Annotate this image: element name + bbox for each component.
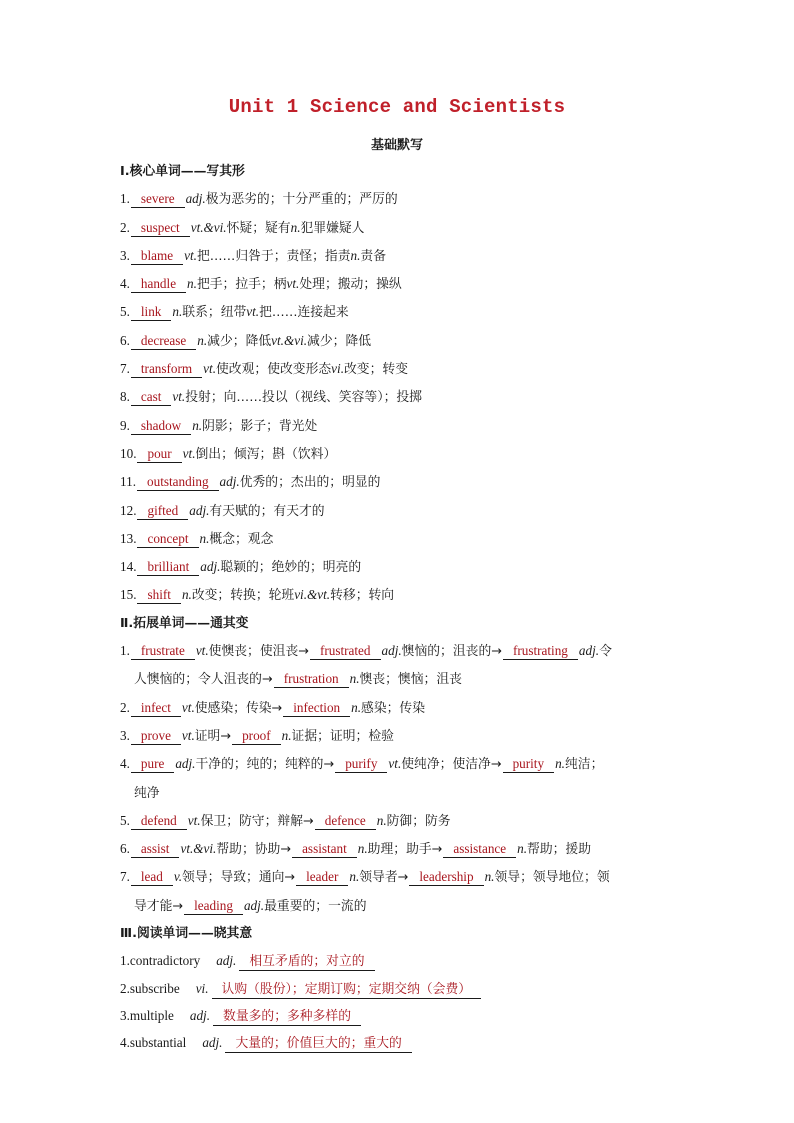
item-number: 3. xyxy=(120,727,130,743)
part-of-speech: adj. xyxy=(202,1035,223,1051)
definition: 聪颖的；绝妙的；明亮的 xyxy=(220,560,362,576)
list-item xyxy=(120,863,680,891)
definition: 纯净 xyxy=(134,785,160,801)
part-of-speech: adj. xyxy=(578,643,600,659)
definition: 倒出；倾泻；斟（饮料） xyxy=(195,446,337,462)
list-item xyxy=(120,270,680,298)
list-item xyxy=(120,581,680,609)
answer-blank: pour xyxy=(137,446,181,463)
item-number: 11. xyxy=(120,474,136,490)
definition: 改变；转换；轮班 xyxy=(191,588,295,604)
part-of-speech: vt. xyxy=(181,699,195,715)
definition: 极为恶劣的；十分严重的；严厉的 xyxy=(205,192,398,208)
core-words-list xyxy=(120,185,680,609)
part-of-speech: adj. xyxy=(381,643,402,659)
list-item xyxy=(120,637,680,665)
item-number: 13. xyxy=(120,530,137,546)
part-of-speech: adj. xyxy=(189,502,210,518)
answer-blank: leader xyxy=(296,869,348,886)
answer-blank: leading xyxy=(184,898,243,915)
list-item xyxy=(120,694,680,722)
answer-blank: shadow xyxy=(131,418,191,435)
definition: 纯洁； xyxy=(564,757,604,773)
item-number: 7. xyxy=(120,361,130,377)
part-of-speech: v. xyxy=(173,869,183,885)
page-subtitle: 基础默写 xyxy=(370,138,423,153)
answer-blank: infection xyxy=(283,700,350,717)
word: contradictory xyxy=(129,953,201,969)
answer-blank: assist xyxy=(131,841,180,858)
part-of-speech: vt. xyxy=(182,445,196,461)
item-number: 2. xyxy=(120,219,130,235)
item-number: 12. xyxy=(120,502,137,518)
part-of-speech: n. xyxy=(192,417,203,433)
part-of-speech: n. xyxy=(555,756,565,772)
definition: 把手；拉手；柄 xyxy=(196,277,287,293)
answer-blank: defence xyxy=(315,813,376,830)
definition: 干净的；纯的；纯粹的→ xyxy=(195,757,335,773)
answer-blank: cast xyxy=(131,389,172,406)
word: substantial xyxy=(129,1035,187,1051)
list-item xyxy=(120,468,680,496)
item-number: 1. xyxy=(120,953,130,969)
list-item xyxy=(120,947,680,974)
item-number: 8. xyxy=(120,389,130,405)
part-of-speech: n. xyxy=(187,276,197,292)
item-number: 5. xyxy=(120,812,130,828)
answer-blank: brilliant xyxy=(137,559,199,576)
definition: 减少；降低 xyxy=(207,333,272,349)
answer-blank: pure xyxy=(131,756,174,773)
definition: 懊丧；懊恼；沮丧 xyxy=(359,672,462,688)
definition: 领导；导致；通向→ xyxy=(182,870,296,886)
list-item xyxy=(120,722,680,750)
answer-blank: blame xyxy=(131,248,183,265)
answer-blank: infect xyxy=(131,700,181,717)
part-of-speech: vt.&vi. xyxy=(190,219,227,235)
item-number: 10. xyxy=(120,445,137,461)
item-number: 4. xyxy=(120,1035,130,1051)
part-of-speech: n. xyxy=(199,530,210,546)
list-item xyxy=(120,807,680,835)
worksheet-content xyxy=(120,158,680,1057)
item-number: 3. xyxy=(120,247,130,263)
definition: 领导；领导地位；领 xyxy=(494,870,610,886)
definition: 转移；转向 xyxy=(330,588,395,604)
answer-blank: 认购（股份）；定期订购；定期交纳（会费） xyxy=(212,982,482,999)
part-of-speech: n. xyxy=(357,841,368,857)
section-heading-core-words: Ⅰ.核心单词——写其形 xyxy=(120,164,245,179)
answer-blank: lead xyxy=(131,869,173,886)
part-of-speech: adj. xyxy=(185,191,206,207)
answer-blank: assistant xyxy=(292,841,357,858)
extended-words-list xyxy=(120,637,680,920)
part-of-speech: vt.&vi. xyxy=(271,332,308,348)
list-item xyxy=(120,355,680,383)
definition: 把……连接起来 xyxy=(259,305,349,321)
part-of-speech: n. xyxy=(376,812,387,828)
item-number: 15. xyxy=(120,587,137,603)
answer-blank: shift xyxy=(137,587,180,604)
answer-blank: 数量多的；多种多样的 xyxy=(213,1009,361,1026)
answer-blank: purity xyxy=(503,756,555,773)
list-item xyxy=(120,412,680,440)
item-number: 2. xyxy=(120,699,130,715)
definition: 把……归咎于；责怪；指责 xyxy=(196,248,351,264)
answer-blank: handle xyxy=(131,276,186,293)
section-heading-reading-words: Ⅲ.阅读单词——晓其意 xyxy=(120,926,253,942)
answer-blank: gifted xyxy=(137,503,188,520)
part-of-speech: adj. xyxy=(175,756,196,772)
list-item xyxy=(120,185,680,213)
list-item xyxy=(120,214,680,242)
definition: 投射；向……投以（视线、笑容等）；投掷 xyxy=(185,390,422,406)
item-number: 1. xyxy=(120,643,130,659)
list-item xyxy=(120,975,680,1002)
definition: 使纯净；使洁净→ xyxy=(401,757,502,773)
definition: 防御；防务 xyxy=(386,813,451,829)
part-of-speech: n. xyxy=(197,332,208,348)
list-item xyxy=(120,750,680,778)
answer-blank: outstanding xyxy=(137,474,219,491)
definition: 使改观；使改变形态 xyxy=(216,362,332,378)
list-item xyxy=(120,525,680,553)
definition: 证明→ xyxy=(194,728,232,744)
list-item-continued xyxy=(120,892,680,920)
list-item xyxy=(120,553,680,581)
part-of-speech: n. xyxy=(484,869,495,885)
part-of-speech: n. xyxy=(290,219,301,235)
part-of-speech: vt. xyxy=(181,727,195,743)
part-of-speech: n. xyxy=(350,247,361,263)
definition: 犯罪嫌疑人 xyxy=(300,220,365,236)
definition: 人懊恼的；令人沮丧的→ xyxy=(134,672,273,688)
section-heading-extended-words: Ⅱ.拓展单词——通其变 xyxy=(120,615,249,631)
list-item xyxy=(120,497,680,525)
part-of-speech: n. xyxy=(172,304,183,320)
definition: 使懊丧；使沮丧→ xyxy=(208,644,309,660)
definition: 怀疑；疑有 xyxy=(226,220,291,236)
item-number: 14. xyxy=(120,559,137,575)
definition: 处理；搬动；操纵 xyxy=(299,277,402,293)
definition: 懊恼的；沮丧的→ xyxy=(401,644,502,660)
item-number: 4. xyxy=(120,756,130,772)
list-item-continued xyxy=(120,779,680,807)
list-item xyxy=(120,383,680,411)
part-of-speech: vt. xyxy=(246,304,260,320)
definition: 使感染；传染→ xyxy=(194,700,283,716)
item-number: 5. xyxy=(120,304,130,320)
answer-blank: concept xyxy=(137,531,198,548)
part-of-speech: vt. xyxy=(187,812,201,828)
part-of-speech: vi.&vt. xyxy=(294,587,331,603)
list-item xyxy=(120,835,680,863)
part-of-speech: n. xyxy=(517,841,528,857)
definition: 导才能→ xyxy=(134,898,184,914)
answer-blank: frustrate xyxy=(131,643,195,660)
answer-blank: decrease xyxy=(131,333,196,350)
definition: 助理；助手→ xyxy=(367,842,443,858)
answer-blank: frustrated xyxy=(310,643,381,660)
part-of-speech: vi. xyxy=(195,980,209,996)
part-of-speech: vt.&vi. xyxy=(180,841,217,857)
definition: 帮助；协助→ xyxy=(216,842,292,858)
definition: 保卫；防守；辩解→ xyxy=(200,813,314,829)
part-of-speech: vt. xyxy=(172,389,186,405)
answer-blank: transform xyxy=(131,361,202,378)
list-item xyxy=(120,1002,680,1029)
definition: 联系；纽带 xyxy=(182,305,247,321)
definition: 改变；转变 xyxy=(344,362,408,378)
answer-blank: prove xyxy=(131,728,181,745)
part-of-speech: n. xyxy=(281,727,292,743)
definition: 阴影；影子；背光处 xyxy=(202,418,318,434)
item-number: 9. xyxy=(120,417,130,433)
list-item xyxy=(120,298,680,326)
item-number: 2. xyxy=(120,980,130,996)
list-item xyxy=(120,327,680,355)
part-of-speech: adj. xyxy=(189,1007,211,1023)
part-of-speech: vt. xyxy=(388,756,402,772)
word: multiple xyxy=(129,1007,174,1023)
part-of-speech: n. xyxy=(349,869,360,885)
reading-words-list xyxy=(120,947,680,1056)
definition: 减少；降低 xyxy=(307,333,372,349)
part-of-speech: n. xyxy=(349,671,360,687)
item-number: 1. xyxy=(120,191,130,207)
part-of-speech: vt. xyxy=(286,276,300,292)
answer-blank: 大量的；价值巨大的；重大的 xyxy=(225,1036,411,1053)
item-number: 6. xyxy=(120,841,130,857)
part-of-speech: adj. xyxy=(200,559,221,575)
definition: 感染；传染 xyxy=(361,700,426,716)
item-number: 6. xyxy=(120,332,130,348)
list-item xyxy=(120,440,680,468)
part-of-speech: vt. xyxy=(195,643,209,659)
definition: 概念；观念 xyxy=(209,531,274,547)
answer-blank: frustration xyxy=(274,671,349,688)
answer-blank: 相互矛盾的；对立的 xyxy=(239,954,374,971)
list-item-continued xyxy=(120,665,680,693)
part-of-speech: adj. xyxy=(216,953,237,969)
definition: 优秀的；杰出的；明显的 xyxy=(239,475,381,491)
answer-blank: leadership xyxy=(409,869,483,886)
item-number: 4. xyxy=(120,276,130,292)
answer-blank: frustrating xyxy=(503,643,578,660)
answer-blank: defend xyxy=(131,813,187,830)
item-number: 3. xyxy=(120,1007,130,1023)
definition: 帮助；援助 xyxy=(527,842,591,858)
answer-blank: link xyxy=(131,304,172,321)
definition: 令 xyxy=(599,644,612,660)
page-title: Unit 1 Science and Scientists xyxy=(228,96,566,118)
part-of-speech: vi. xyxy=(331,361,344,377)
definition: 证据；证明；检验 xyxy=(291,728,394,744)
definition: 有天赋的；有天才的 xyxy=(209,503,325,519)
part-of-speech: adj. xyxy=(243,897,265,913)
answer-blank: assistance xyxy=(443,841,516,858)
answer-blank: purify xyxy=(335,756,387,773)
part-of-speech: n. xyxy=(351,699,362,715)
answer-blank: severe xyxy=(131,191,185,208)
part-of-speech: adj. xyxy=(219,474,240,490)
part-of-speech: vt. xyxy=(184,247,197,263)
word: subscribe xyxy=(129,980,180,996)
part-of-speech: vt. xyxy=(203,361,216,377)
item-number: 7. xyxy=(120,869,130,885)
answer-blank: suspect xyxy=(131,220,190,237)
list-item xyxy=(120,1029,680,1056)
definition: 领导者→ xyxy=(359,870,409,886)
list-item xyxy=(120,242,680,270)
definition: 责备 xyxy=(360,248,386,264)
part-of-speech: n. xyxy=(181,587,192,603)
definition: 最重要的；一流的 xyxy=(264,898,367,914)
answer-blank: proof xyxy=(232,728,281,745)
